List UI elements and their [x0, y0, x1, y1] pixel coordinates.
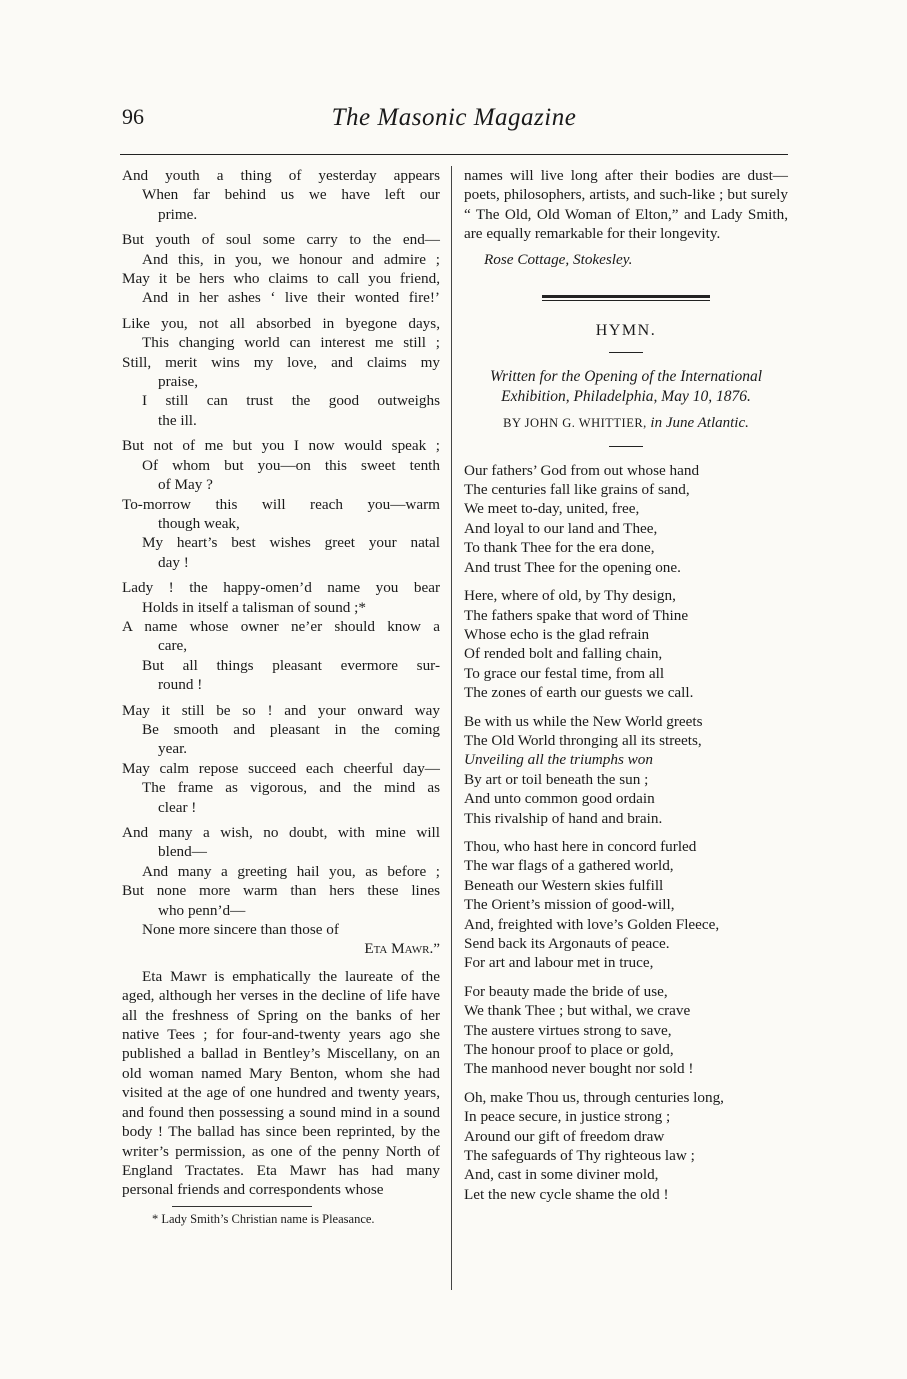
footnote: * Lady Smith’s Christian name is Pleasance.: [152, 1211, 375, 1226]
poem-line: May it be hers who claims to call you friend,: [122, 270, 440, 288]
poem-line: And many a greeting hail you, as before ;: [142, 862, 440, 880]
hymn-line: The zones of earth our guests we call.: [464, 684, 694, 702]
poem-line: though weak,: [158, 514, 240, 532]
poem-line: Of whom but you—on this sweet tenth: [142, 456, 440, 474]
poem-line: praise,: [158, 373, 199, 391]
hymn-line: Be with us while the New World greets: [464, 712, 703, 730]
hymn-stanza: [464, 461, 788, 577]
hymn-stanza: [464, 982, 788, 1079]
byline-author: BY JOHN G. WHITTIER,: [503, 416, 647, 431]
poem-line: And many a wish, no doubt, with mine will: [122, 824, 440, 841]
column-divider: [451, 166, 452, 1290]
prose-continuation: names will live long after their bodies are dust—poets, philosophers, artists, and such-like ; but surely “ The Old, Old Woman of Elton,” and Lady Smith, are equally remarkable for their longevity.: [464, 167, 788, 243]
hymn-line: This rivalship of hand and brain.: [464, 809, 663, 827]
poem-line: But not of me but you I now would speak ;: [122, 437, 440, 455]
poem-line: blend—: [158, 843, 207, 861]
hymn-line: And trust Thee for the opening one.: [464, 558, 681, 576]
poem-line: who penn’d—: [158, 901, 246, 919]
hymn-line: The war flags of a gathered world,: [464, 857, 674, 875]
hymn-line: Around our gift of freedom draw: [464, 1127, 665, 1145]
poem-line: Like you, not all absorbed in byegone days,: [122, 314, 440, 332]
poem-line: When far behind us we have left our: [142, 186, 440, 204]
hymn-line: The austere virtues strong to save,: [464, 1021, 672, 1039]
hymn-line: Let the new cycle shame the old !: [464, 1185, 669, 1203]
poem-line: To-morrow this will reach you—warm: [122, 495, 440, 513]
hymn-line: And, freighted with love’s Golden Fleece,: [464, 915, 720, 933]
poem-stanza: [122, 578, 440, 694]
poem-stanza: [122, 823, 440, 959]
poem-line: the ill.: [158, 411, 197, 429]
right-column: [464, 166, 788, 1213]
hymn-line: To grace our festal time, from all: [464, 664, 665, 682]
poem-line: clear !: [158, 798, 197, 816]
signature: Rose Cottage, Stokesley.: [484, 250, 633, 268]
poem-line: Be smooth and pleasant in the coming: [142, 720, 440, 738]
hymn-line: To thank Thee for the era done,: [464, 539, 655, 557]
poem-line: The frame as vigorous, and the mind as: [142, 779, 440, 797]
poem-line: May it still be so ! and your onward way: [122, 701, 440, 719]
poem-stanza: [122, 436, 440, 572]
hymn-line: For beauty made the bride of use,: [464, 982, 668, 1000]
hymn-line: We meet to-day, united, free,: [464, 500, 640, 518]
poem-line: day !: [158, 553, 189, 571]
footnote-rule: [172, 1206, 312, 1207]
poem-line: But none more warm than hers these lines: [122, 882, 440, 900]
poem-line: But youth of soul some carry to the end—: [122, 231, 440, 249]
hymn-line: Unveiling all the triumphs won: [464, 751, 653, 769]
hymn-line: And loyal to our land and Thee,: [464, 519, 658, 537]
page-number: 96: [122, 104, 144, 129]
title-rule: [609, 352, 643, 353]
poem-stanza: [122, 230, 440, 308]
poem-line: Lady ! the happy-omen’d name you bear: [122, 579, 440, 597]
hymn-stanza: [464, 837, 788, 973]
poem-line: And in her ashes ‘ live their wonted fire!’: [142, 289, 440, 307]
left-column: [122, 166, 440, 1227]
header-rule: [120, 154, 788, 155]
poem-line: And youth a thing of yesterday appears: [122, 167, 440, 184]
hymn-line: Beneath our Western skies fulfill: [464, 876, 664, 894]
hymn-line: Here, where of old, by Thy design,: [464, 587, 676, 605]
poem-line: round !: [158, 676, 203, 694]
poem-line: My heart’s best wishes greet your natal: [142, 534, 440, 552]
hymn-line: For art and labour met in truce,: [464, 954, 654, 972]
poem-stanza: [122, 314, 440, 430]
poem-stanza: [122, 701, 440, 817]
hymn-stanza: [464, 712, 788, 828]
poem-line: But all things pleasant evermore sur-: [142, 656, 440, 674]
poem-line: None more sincere than those of: [142, 921, 339, 939]
hymn-title: HYMN.: [595, 322, 657, 340]
hymn-line: And unto common good ordain: [464, 790, 655, 808]
prose-paragraph: Eta Mawr is emphatically the laureate of the aged, although her verses in the decline of life have all the freshness of Spring on the banks of her native Tees ; for four-and-twenty years ago she published a ballad in Bentley’s Miscellany, on an old woman named Mary Benton, whom she had visited at the age of one hundred and twenty years, and found then possessing a sound mind in a sound body ! The ballad has since been reprinted, by the writer’s permission, as one of the penny North of England Tractates. Eta Mawr has had many personal friends and correspondents whose: [122, 967, 440, 1199]
byline-source: in June Atlantic.: [650, 415, 749, 432]
poem-line: prime.: [158, 205, 198, 223]
hymn-line: The safeguards of Thy righteous law ;: [464, 1147, 695, 1165]
poem-line: And this, in you, we honour and admire ;: [142, 250, 440, 268]
hymn-stanza: [464, 586, 788, 702]
running-title: The Masonic Magazine: [331, 104, 577, 131]
hymn-line: Of rended bolt and falling chain,: [464, 645, 663, 663]
hymn-line: Send back its Argonauts of peace.: [464, 935, 670, 952]
hymn-line: Whose echo is the glad refrain: [464, 625, 650, 643]
poem-line: This changing world can interest me still ;: [142, 334, 440, 352]
poem-signature: Eta Mawr.”: [364, 940, 440, 958]
poem-line: A name whose owner ne’er should know a: [122, 617, 440, 635]
hymn-line: By art or toil beneath the sun ;: [464, 770, 649, 788]
hymn-line: Thou, who hast here in concord furled: [464, 837, 697, 855]
section-divider: [542, 295, 710, 301]
page-header: [120, 104, 788, 138]
poem-stanza: [122, 166, 440, 224]
hymn-stanza: [464, 1088, 788, 1204]
hymn-byline: [464, 414, 788, 433]
hymn-line: The honour proof to place or gold,: [464, 1041, 674, 1059]
poem-line: year.: [158, 740, 188, 758]
hymn-line: The manhood never bought nor sold !: [464, 1060, 694, 1078]
poem-line: of May ?: [158, 476, 213, 494]
byline-rule: [609, 446, 643, 447]
hymn-subtitle-line: Exhibition, Philadelphia, May 10, 1876.: [501, 387, 751, 405]
hymn-line: The centuries fall like grains of sand,: [464, 481, 690, 499]
hymn-line: In peace secure, in justice strong ;: [464, 1108, 671, 1126]
poem-line: May calm repose succeed each cheerful day—: [122, 759, 440, 777]
poem-line: Holds in itself a talisman of sound ;*: [142, 598, 366, 616]
hymn-line: And, cast in some diviner mold,: [464, 1166, 659, 1184]
hymn-line: The Orient’s mission of good-will,: [464, 896, 675, 914]
poem-line: care,: [158, 637, 188, 655]
hymn-line: The Old World thronging all its streets,: [464, 731, 702, 749]
hymn-line: Oh, make Thou us, through centuries long,: [464, 1088, 724, 1106]
hymn-line: Our fathers’ God from out whose hand: [464, 461, 700, 479]
hymn-subtitle-line: Written for the Opening of the International: [489, 368, 763, 386]
poem-line: Still, merit wins my love, and claims my: [122, 353, 440, 371]
poem-line: I still can trust the good outweighs: [142, 392, 440, 410]
hymn-line: The fathers spake that word of Thine: [464, 606, 689, 624]
hymn-line: We thank Thee ; but withal, we crave: [464, 1002, 691, 1020]
